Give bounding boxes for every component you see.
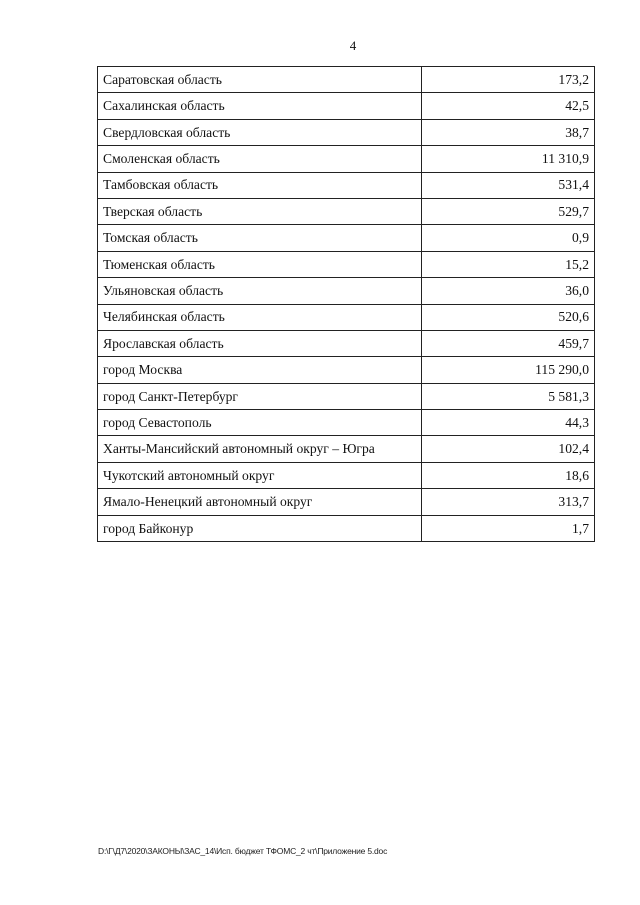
table-row bbox=[98, 515, 595, 541]
table-row bbox=[98, 225, 595, 251]
amount-cell: 459,7 bbox=[422, 330, 595, 356]
table-row bbox=[98, 436, 595, 462]
region-name-cell: Чукотский автономный округ bbox=[98, 462, 422, 488]
table-row bbox=[98, 67, 595, 93]
region-name-cell: Ярославская область bbox=[98, 330, 422, 356]
amount-cell: 102,4 bbox=[422, 436, 595, 462]
amount-cell: 115 290,0 bbox=[422, 357, 595, 383]
region-name-cell: Саратовская область bbox=[98, 67, 422, 93]
amount-cell: 5 581,3 bbox=[422, 383, 595, 409]
region-name-cell: Челябинская область bbox=[98, 304, 422, 330]
region-name-cell: Томская область bbox=[98, 225, 422, 251]
region-name-cell: Тюменская область bbox=[98, 251, 422, 277]
amount-cell: 15,2 bbox=[422, 251, 595, 277]
table-row bbox=[98, 172, 595, 198]
table-row bbox=[98, 304, 595, 330]
table-row bbox=[98, 330, 595, 356]
region-name-cell: Ханты-Мансийский автономный округ – Югра bbox=[98, 436, 422, 462]
table-row bbox=[98, 119, 595, 145]
budget-table-body bbox=[98, 67, 595, 542]
amount-cell: 38,7 bbox=[422, 119, 595, 145]
table-row bbox=[98, 251, 595, 277]
table-row bbox=[98, 93, 595, 119]
table-row bbox=[98, 278, 595, 304]
region-name-cell: город Санкт-Петербург bbox=[98, 383, 422, 409]
table-row bbox=[98, 383, 595, 409]
amount-cell: 1,7 bbox=[422, 515, 595, 541]
amount-cell: 11 310,9 bbox=[422, 146, 595, 172]
region-name-cell: город Москва bbox=[98, 357, 422, 383]
region-name-cell: Тверская область bbox=[98, 198, 422, 224]
region-name-cell: город Севастополь bbox=[98, 410, 422, 436]
table-row bbox=[98, 489, 595, 515]
amount-cell: 18,6 bbox=[422, 462, 595, 488]
region-name-cell: Ямало-Ненецкий автономный округ bbox=[98, 489, 422, 515]
region-name-cell: Ульяновская область bbox=[98, 278, 422, 304]
amount-cell: 520,6 bbox=[422, 304, 595, 330]
amount-cell: 531,4 bbox=[422, 172, 595, 198]
region-name-cell: Свердловская область bbox=[98, 119, 422, 145]
amount-cell: 173,2 bbox=[422, 67, 595, 93]
amount-cell: 36,0 bbox=[422, 278, 595, 304]
table-row bbox=[98, 410, 595, 436]
budget-table bbox=[97, 66, 595, 542]
page-number: 4 bbox=[349, 38, 357, 53]
amount-cell: 0,9 bbox=[422, 225, 595, 251]
table-row bbox=[98, 462, 595, 488]
table-row bbox=[98, 146, 595, 172]
table-row bbox=[98, 198, 595, 224]
region-name-cell: Смоленская область bbox=[98, 146, 422, 172]
region-name-cell: Сахалинская область bbox=[98, 93, 422, 119]
amount-cell: 313,7 bbox=[422, 489, 595, 515]
region-name-cell: Тамбовская область bbox=[98, 172, 422, 198]
amount-cell: 42,5 bbox=[422, 93, 595, 119]
amount-cell: 44,3 bbox=[422, 410, 595, 436]
region-name-cell: город Байконур bbox=[98, 515, 422, 541]
table-row bbox=[98, 357, 595, 383]
footer-file-path: D:\Г\Д7\2020\ЗАКОНЫ\ЗАС_14\Исп. бюджет ТФОМС_2 чт\Приложение 5.doc bbox=[98, 846, 388, 856]
amount-cell: 529,7 bbox=[422, 198, 595, 224]
